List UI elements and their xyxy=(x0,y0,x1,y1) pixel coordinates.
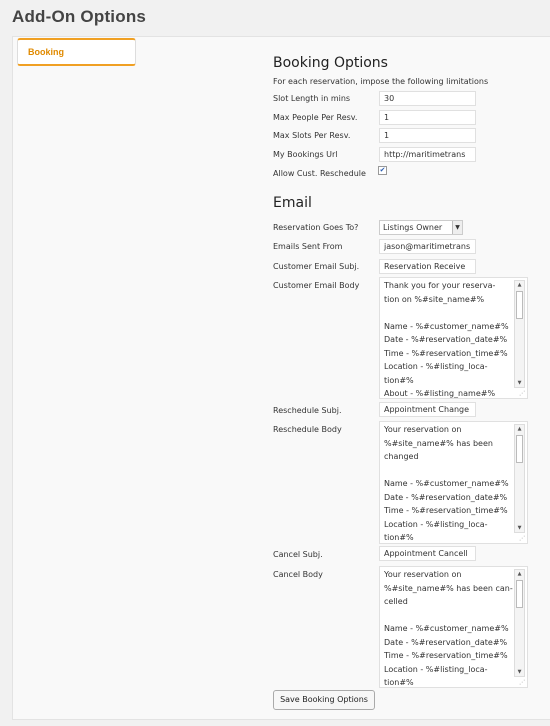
my-bookings-url-label: My Bookings Url xyxy=(273,150,338,159)
scroll-thumb[interactable] xyxy=(516,291,523,319)
sent-from-input[interactable]: jason@maritimetrans xyxy=(379,239,476,254)
text-line: %#site_name#% has been xyxy=(384,438,493,448)
text-line: Date - %#reservation_date#% xyxy=(384,637,508,647)
text-line: Name - %#customer_name#% xyxy=(384,624,509,633)
scroll-down-icon[interactable]: ▼ xyxy=(517,669,522,675)
max-slots-label: Max Slots Per Resv. xyxy=(273,131,351,140)
reschedule-body-label: Reschedule Body xyxy=(273,425,342,434)
slot-length-label: Slot Length in mins xyxy=(273,94,351,103)
text-line: Date - %#reservation_date#% xyxy=(384,335,508,344)
text-line: Name - %#customer_name#% xyxy=(384,321,509,331)
max-people-input[interactable]: 1 xyxy=(379,110,476,125)
reschedule-subj-input[interactable]: Appointment Change xyxy=(379,402,476,417)
save-booking-options-button[interactable]: Save Booking Options xyxy=(273,690,375,710)
scroll-down-icon[interactable]: ▼ xyxy=(517,525,522,531)
cancel-body-label: Cancel Body xyxy=(273,570,323,579)
goes-to-select[interactable]: Listings Owner xyxy=(379,220,463,235)
chevron-down-icon[interactable]: ▼ xyxy=(452,221,462,234)
scrollbar[interactable] xyxy=(514,569,525,677)
text-line: tion on %#site_name#% xyxy=(384,294,485,304)
text-line: tion#% xyxy=(384,375,414,385)
email-heading: Email xyxy=(273,195,312,211)
sent-from-label: Emails Sent From xyxy=(273,242,343,251)
text-line: Thank you for your reserva- xyxy=(384,281,496,290)
text-line: Name - %#customer_name#% xyxy=(384,479,509,488)
text-line: Your reservation on xyxy=(384,425,462,434)
text-line: Date - %#reservation_date#% xyxy=(384,492,508,502)
customer-body-label: Customer Email Body xyxy=(273,281,360,290)
resize-grip-icon[interactable]: ⋰ xyxy=(519,679,525,686)
text-line: About - %#listing_name#% xyxy=(384,389,496,398)
customer-subj-input[interactable]: Reservation Receive xyxy=(379,259,476,274)
booking-description: For each reservation, impose the following limitations xyxy=(273,77,489,86)
text-line: Time - %#reservation_time#% xyxy=(384,651,508,660)
cancel-body-textarea[interactable] xyxy=(379,566,528,688)
max-people-label: Max People Per Resv. xyxy=(273,113,358,122)
scroll-down-icon[interactable]: ▼ xyxy=(517,380,522,386)
scroll-up-icon[interactable]: ▲ xyxy=(517,282,522,288)
goes-to-label: Reservation Goes To? xyxy=(273,223,359,232)
allow-reschedule-checkbox[interactable] xyxy=(378,166,387,175)
resize-grip-icon[interactable]: ⋰ xyxy=(519,535,525,542)
cancel-subj-input[interactable]: Appointment Cancell xyxy=(379,546,476,561)
scroll-up-icon[interactable]: ▲ xyxy=(517,426,522,432)
allow-reschedule-label: Allow Cust. Reschedule xyxy=(273,169,366,178)
text-line: Your reservation on xyxy=(384,570,462,579)
scrollbar[interactable] xyxy=(514,280,525,388)
text-line: Location - %#listing_loca- xyxy=(384,362,488,371)
text-line: Location - %#listing_loca- xyxy=(384,664,488,674)
text-line: tion#% xyxy=(384,678,414,687)
text-line: changed xyxy=(384,452,419,461)
tab-booking[interactable]: Booking xyxy=(17,38,136,66)
text-line: Time - %#reservation_time#% xyxy=(384,506,508,515)
max-slots-input[interactable]: 1 xyxy=(379,128,476,143)
reschedule-body-textarea[interactable] xyxy=(379,421,528,544)
scroll-up-icon[interactable]: ▲ xyxy=(517,571,522,577)
text-line: tion#% xyxy=(384,533,414,542)
text-line xyxy=(384,464,509,478)
text-line: Location - %#listing_loca- xyxy=(384,519,488,529)
text-line xyxy=(384,609,509,623)
text-line: celled xyxy=(384,597,408,606)
resize-grip-icon[interactable]: ⋰ xyxy=(519,390,525,397)
page-title: Add-On Options xyxy=(12,7,147,26)
booking-options-heading: Booking Options xyxy=(273,55,388,71)
scroll-thumb[interactable] xyxy=(516,580,523,608)
slot-length-input[interactable]: 30 xyxy=(379,91,476,106)
customer-body-textarea[interactable] xyxy=(379,277,528,399)
my-bookings-url-input[interactable]: http://maritimetrans xyxy=(379,147,476,162)
cancel-subj-label: Cancel Subj. xyxy=(273,550,323,559)
scrollbar[interactable] xyxy=(514,424,525,533)
customer-subj-label: Customer Email Subj. xyxy=(273,262,360,271)
text-line xyxy=(384,306,509,320)
text-line: %#site_name#% has been can- xyxy=(384,583,513,593)
check-icon: ✔ xyxy=(379,166,386,174)
text-line: Time - %#reservation_time#% xyxy=(384,348,508,358)
scroll-thumb[interactable] xyxy=(516,435,523,463)
reschedule-subj-label: Reschedule Subj. xyxy=(273,406,342,415)
